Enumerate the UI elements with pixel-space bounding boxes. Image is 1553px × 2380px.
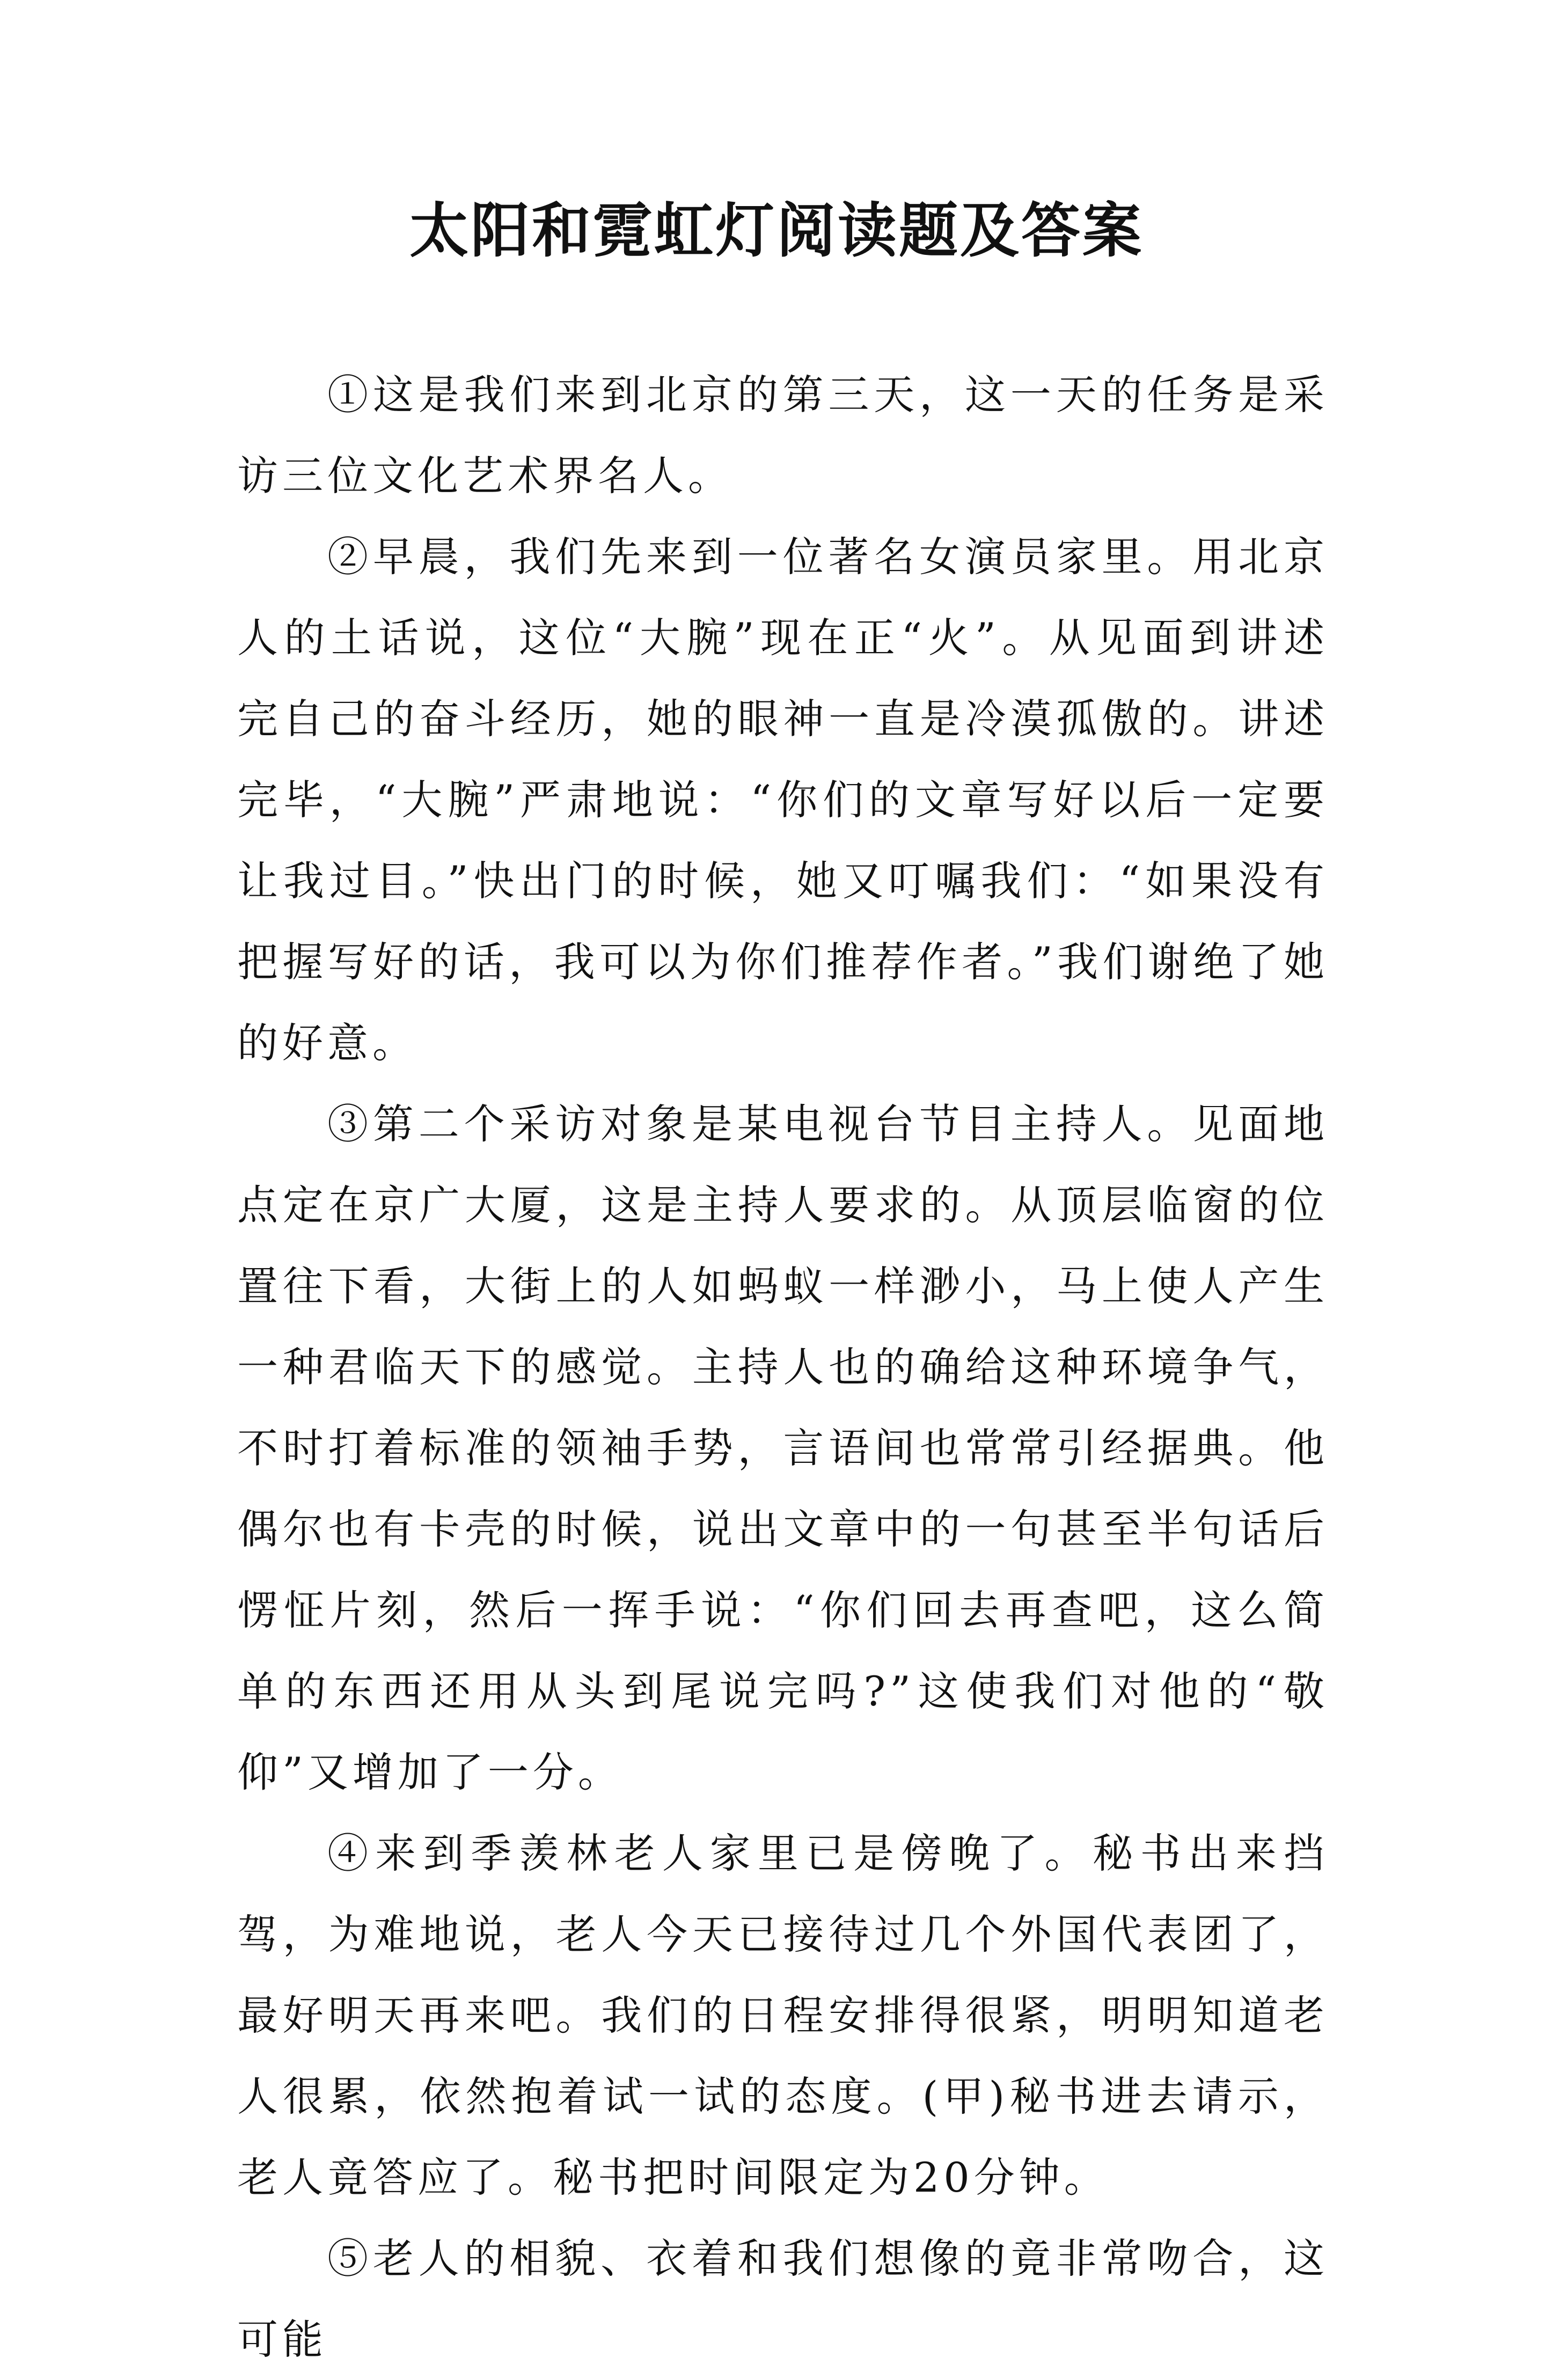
paragraph-3: ③第二个采访对象是某电视台节目主持人。见面地点定在京广大厦，这是主持人要求的。从顶层临窗的位置往下看，大街上的人如蚂蚁一样渺小，马上使人产生一种君临天下的感觉。主持人也的确给这种环境争气，不时打着标准的领袖手势，言语间也常常引经据典。他偶尔也有卡壳的时候，说出文章中的一句甚至半句话后愣怔片刻，然后一挥手说：“你们回去再查吧，这么简单的东西还用从头到尾说完吗?”这使我们对他的“敬仰”又增加了一分。 — [237, 1100, 1329, 1796]
paragraph-1: ①这是我们来到北京的第三天，这一天的任务是采访三位文化艺术界名人。 — [237, 371, 1329, 500]
paragraph-2: ②早晨，我们先来到一位著名女演员家里。用北京人的土话说，这位“大腕”现在正“火”。从见面到讲述完自己的奋斗经历，她的眼神一直是冷漠孤傲的。讲述完毕，“大腕”严肃地说：“你们的文章写好以后一定要让我过目。”快出门的时候，她又叮嘱我们：“如果没有把握写好的话，我可以为你们推荐作者。”我们谢绝了她的好意。 — [237, 533, 1329, 1067]
paragraph-5: ⑤老人的相貌、衣着和我们想像的竟非常吻合，这可能 — [237, 2235, 1329, 2363]
page-title: 太阳和霓虹灯阅读题及答案 — [409, 196, 1144, 265]
paragraph-4: ④来到季羡林老人家里已是傍晚了。秘书出来挡驾，为难地说，老人今天已接待过几个外国代表团了，最好明天再来吧。我们的日程安排得很紧，明明知道老人很累，依然抱着试一试的态度。(甲)秘书进去请示，老人竟答应了。秘书把时间限定为20分钟。 — [237, 1829, 1329, 2201]
article-body — [237, 354, 1329, 2380]
